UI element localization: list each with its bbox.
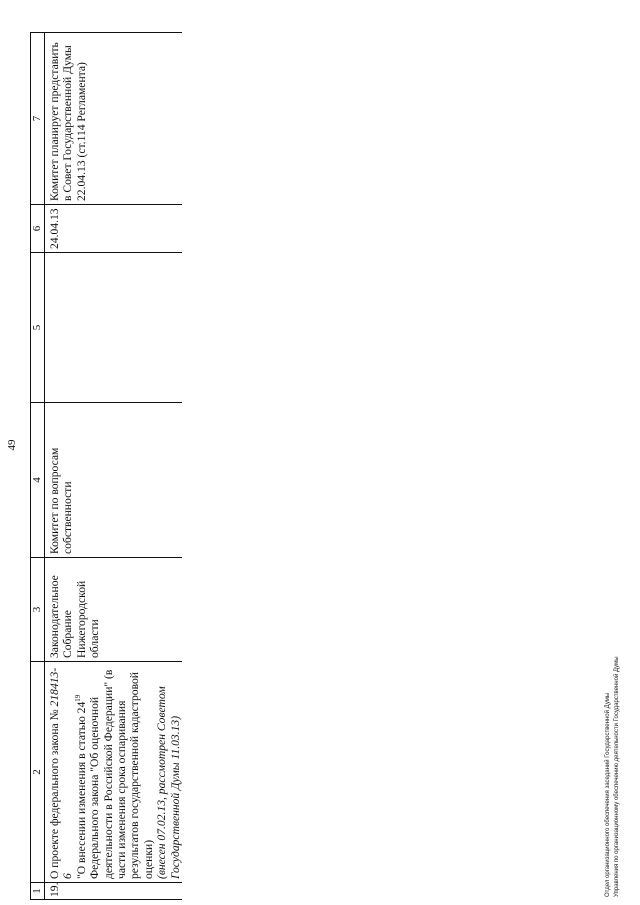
legislation-table: [30, 32, 182, 900]
committee-cell: [45, 403, 183, 558]
initiator: Законодательное Собрание Нижегородской области: [48, 575, 102, 658]
column-header: 2: [31, 662, 45, 883]
column-header: 3: [31, 558, 45, 662]
initiator-cell: [45, 558, 183, 662]
row-number: 19.: [48, 882, 61, 897]
column-header: 5: [31, 253, 45, 403]
note-cell: [45, 33, 183, 205]
date: 24.04.13: [48, 208, 61, 249]
column-header: 7: [31, 33, 45, 205]
bill-number: 218413-6: [48, 667, 75, 879]
row-number-cell: [45, 883, 183, 900]
bill-title-prefix: О проекте федерального закона №: [48, 706, 61, 879]
column-5-cell: [45, 253, 183, 403]
bill-note: (внесен 07.02.13, рассмотрен Советом Государственной Думы 11.03.13): [155, 686, 182, 879]
page-number: 49: [6, 439, 18, 451]
article-superscript: 19: [73, 694, 82, 702]
table-row: [45, 33, 183, 900]
committee: Комитет по вопросам собственности: [48, 447, 75, 554]
table-header-row: [31, 33, 45, 900]
column-header: 4: [31, 403, 45, 558]
footer-line-2: Управления по организационному обеспечению деятельности Государственной Думы: [614, 656, 620, 897]
bill-body: Федерального закона "Об оценочной деятельности в Российской Федерации" (в части изменения срока оспаривания результатов государственной кадастровой оценки): [88, 669, 155, 879]
date-cell: [45, 205, 183, 253]
column-5-value: [45, 253, 48, 402]
bill-description: [45, 662, 182, 882]
bill-cell: [45, 662, 183, 883]
bill-line-2: "О внесении изменения в статью 24: [74, 701, 88, 879]
footer: [604, 656, 622, 897]
column-header: 6: [31, 205, 45, 253]
footer-line-1: Отдел организационного обеспечения заседаний Государственной Думы: [605, 692, 611, 897]
column-header: 1: [31, 883, 45, 900]
note: Комитет планирует представить в Совет Государственной Думы 22.04.13 (ст.114 Регламента): [48, 42, 88, 201]
